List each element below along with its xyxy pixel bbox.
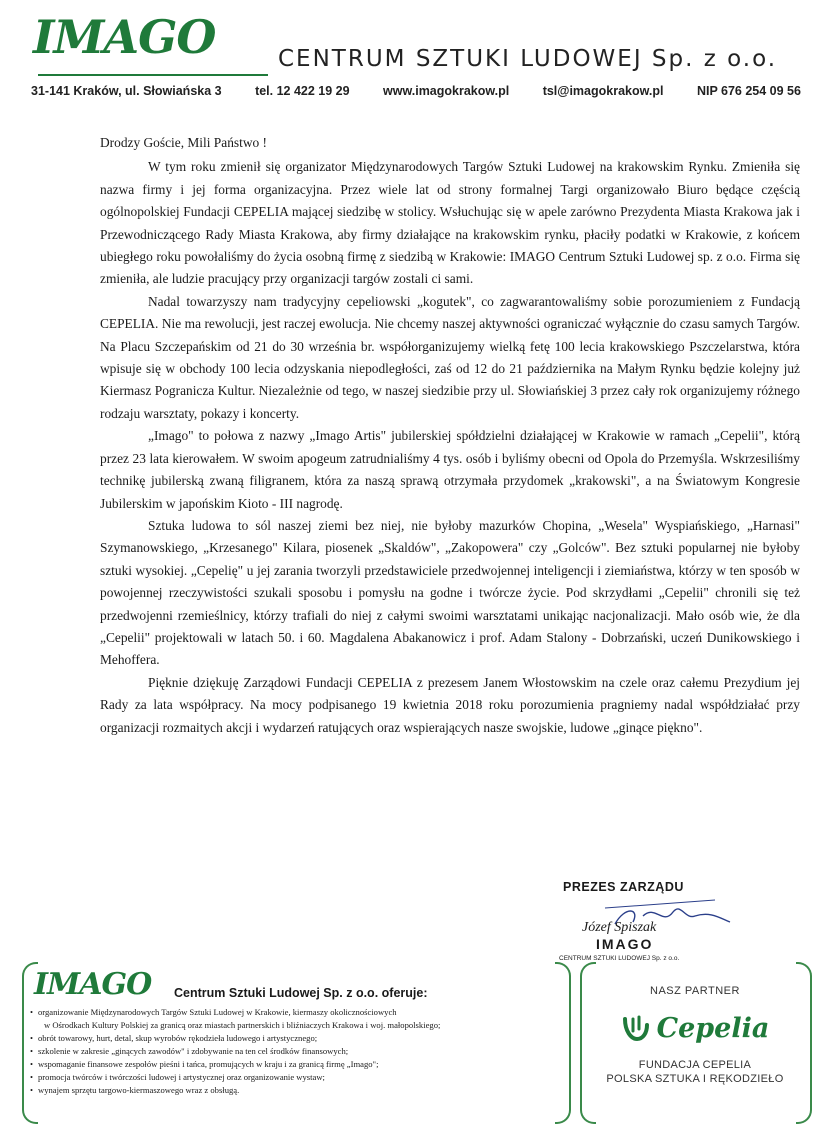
paragraph: Pięknie dziękuję Zarządowi Fundacji CEPELIA z prezesem Janem Włostowskim na czele oraz całemu Prezydium jej Rady za lata współpracy. Na mocy podpisanego 19 kwietnia 2018 roku porozumienia pragniemy nadal współdziałać przy organizacji rozmaitych akcji i wydarzeń ratujących oraz wspierających nasze swojskie, ludowe „ginące piękno". <box>100 674 800 735</box>
offer-title: Centrum Sztuki Ludowej Sp. z o.o. oferuje: <box>174 986 428 1000</box>
phone: tel. 12 422 19 29 <box>255 84 350 98</box>
signature-name: Józef Spiszak <box>582 920 657 935</box>
paragraph: W tym roku zmienił się organizator Międzynarodowych Targów Sztuki Ludowej na krakowskim Rynku. Zmieniła się nazwa firmy i jej forma organizacyjna. Przez wiele lat od strony formalnej Targi organizowało Biuro będące częścią ogólnopolskiej Fundacji CEPELIA mającej siedzibę w stolicy. Wsłuchując się w apele zarówno Prezydenta Miasta Krakowa jak i Przewodniczącego Rady Miasta Krakowa, aby firmy działające na krakowskim rynku, płaciły podatki w Krakowie, z końcem ubiegłego roku powołaliśmy do życia osobną firmę z siedzibą w Krakowie: IMAGO Centrum Sztuki Ludowej sp. z o.o. Firma się zmieniła, ale ludzie pracujący przy organizacji targów zostali ci sami. <box>100 159 800 287</box>
imago-logo-small: IMAGO <box>34 967 152 1002</box>
signature-block <box>545 880 735 970</box>
paragraph: „Imago" to połowa z nazwy „Imago Artis" jubilerskiej spółdzielni działającej w Krakowie w ramach „Cepelii", którą przez 23 lata kierowałem. W swoim apogeum zatrudnialiśmy 4 tys. osób i byliśmy obecni od Opola do Przemyśla. Wskrzesiliśmy technikę jubilerską zwaną filigranem, która za naszą sprawą otrzymała przydomek „krakowski", a na Światowym Kongresie Jubilerskim w japońskim Kioto - III nagrodę. <box>100 428 800 511</box>
offer-list <box>30 1006 570 1097</box>
list-item: w Ośrodkach Kultury Polskiej za granicą oraz miastach partnerskich i bliźniaczych Krakowa i woj. małopolskiego; <box>44 1020 441 1030</box>
list-item: • obrót towarowy, hurt, detal, skup wyrobów rękodzieła ludowego i artystycznego; <box>30 1032 570 1045</box>
partner-line-2: POLSKA SZTUKA I RĘKODZIEŁO <box>606 1073 784 1085</box>
imago-logo: IMAGO <box>33 10 216 64</box>
contact-line <box>31 84 801 98</box>
offer-box <box>22 962 567 1122</box>
company-title: CENTRUM SZTUKI LUDOWEJ Sp. z o.o. <box>278 46 778 72</box>
list-item: • organizowanie Międzynarodowych Targów Sztuki Ludowej w Krakowie, kiermaszy okolicznościowych <box>30 1006 570 1019</box>
rooster-icon <box>621 1015 651 1043</box>
address: 31-141 Kraków, ul. Słowiańska 3 <box>31 84 222 98</box>
cepelia-wordmark: Cepelia <box>656 1013 770 1044</box>
list-item: • szkolenie w zakresie „ginących zawodów" i zdobywanie na ten cel środków finansowych; <box>30 1045 570 1058</box>
nip: NIP 676 254 09 56 <box>696 84 801 98</box>
stamp-imago: IMAGO <box>596 936 654 952</box>
website-link[interactable]: www.imagokrakow.pl <box>383 84 510 98</box>
list-item: • wspomaganie finansowe zespołów pieśni i tańca, promujących w kraju i za granicą firmę „Imago"; <box>30 1058 570 1071</box>
stamp-subtitle: CENTRUM SZTUKI LUDOWEJ Sp. z o.o. <box>559 955 680 962</box>
letter-body <box>100 132 800 739</box>
greeting: Drodzy Goście, Mili Państwo ! <box>100 135 267 150</box>
partner-label: NASZ PARTNER <box>650 985 740 997</box>
logo-underline <box>38 74 268 76</box>
email-link[interactable]: tsl@imagokrakow.pl <box>542 84 664 98</box>
partner-line-1: FUNDACJA CEPELIA <box>638 1059 752 1071</box>
cepelia-logo <box>590 1013 800 1044</box>
paragraph: Nadal towarzyszy nam tradycyjny cepeliowski „kogutek", co zagwarantowaliśmy sobie porozumieniem z Fundacją CEPELIA. Nie ma rewolucji, jest raczej ewolucja. Nie chcemy naszej aktywności ograniczać wyłącznie do czasu samych Targów. Na Placu Szczepańskim od 21 do 30 września br. współorganizujemy wielką fetę 100 lecia krakowskiego Pszczelarstwa, która wpisuje się w obchody 100 lecia odzyskania niepodległości, zaś od 12 do 21 października na Małym Rynku będzie kolejny już Kiermasz Pogranicza Kultur. Niezależnie od tego, w naszej siedzibie przy ul. Słowiańskiej 3 przez cały rok organizujemy różnego rodzaju warsztaty, pokazy i koncerty. <box>100 293 800 421</box>
list-item: • promocja twórców i twórczości ludowej i artystycznej oraz organizowanie wystaw; <box>30 1071 570 1084</box>
partner-box <box>590 985 800 1086</box>
bracket-decoration <box>555 962 571 1124</box>
signature-title: PREZES ZARZĄDU <box>563 880 684 894</box>
paragraph: Sztuka ludowa to sól naszej ziemi bez niej, nie byłoby mazurków Chopina, „Wesela" Wyspiańskiego, „Harnasi" Szymanowskiego, „Krzesanego" Kilara, piosenek „Skaldów", „Zakopowera" czy „Golców". Bez sztuki popularnej nie byłoby sztuki wysokiej. „Cepelię" u jej zarania tworzyli przedstawiciele przedwojennej inteligencji i ziemiaństwa, którzy w ten sposób w powojennej rzeczywistości szukali sposobu i pomysłu na godne i twórcze życie. Pod skrzydłami „Cepelii" chronili się też przedwojenni rzemieślnicy, którzy trafiali do niej z całymi swoimi warsztatami unikając nacjonalizacji. Mało osób wie, że dla „Cepelii" projektowali w latach 50. i 60. Magdalena Abakanowicz i prof. Adam Stalony - Dobrzański, uczeń Dunikowskiego i Mehoffera. <box>100 517 800 668</box>
list-item: • wynajem sprzętu targowo-kiermaszowego wraz z obsługą. <box>30 1084 570 1097</box>
